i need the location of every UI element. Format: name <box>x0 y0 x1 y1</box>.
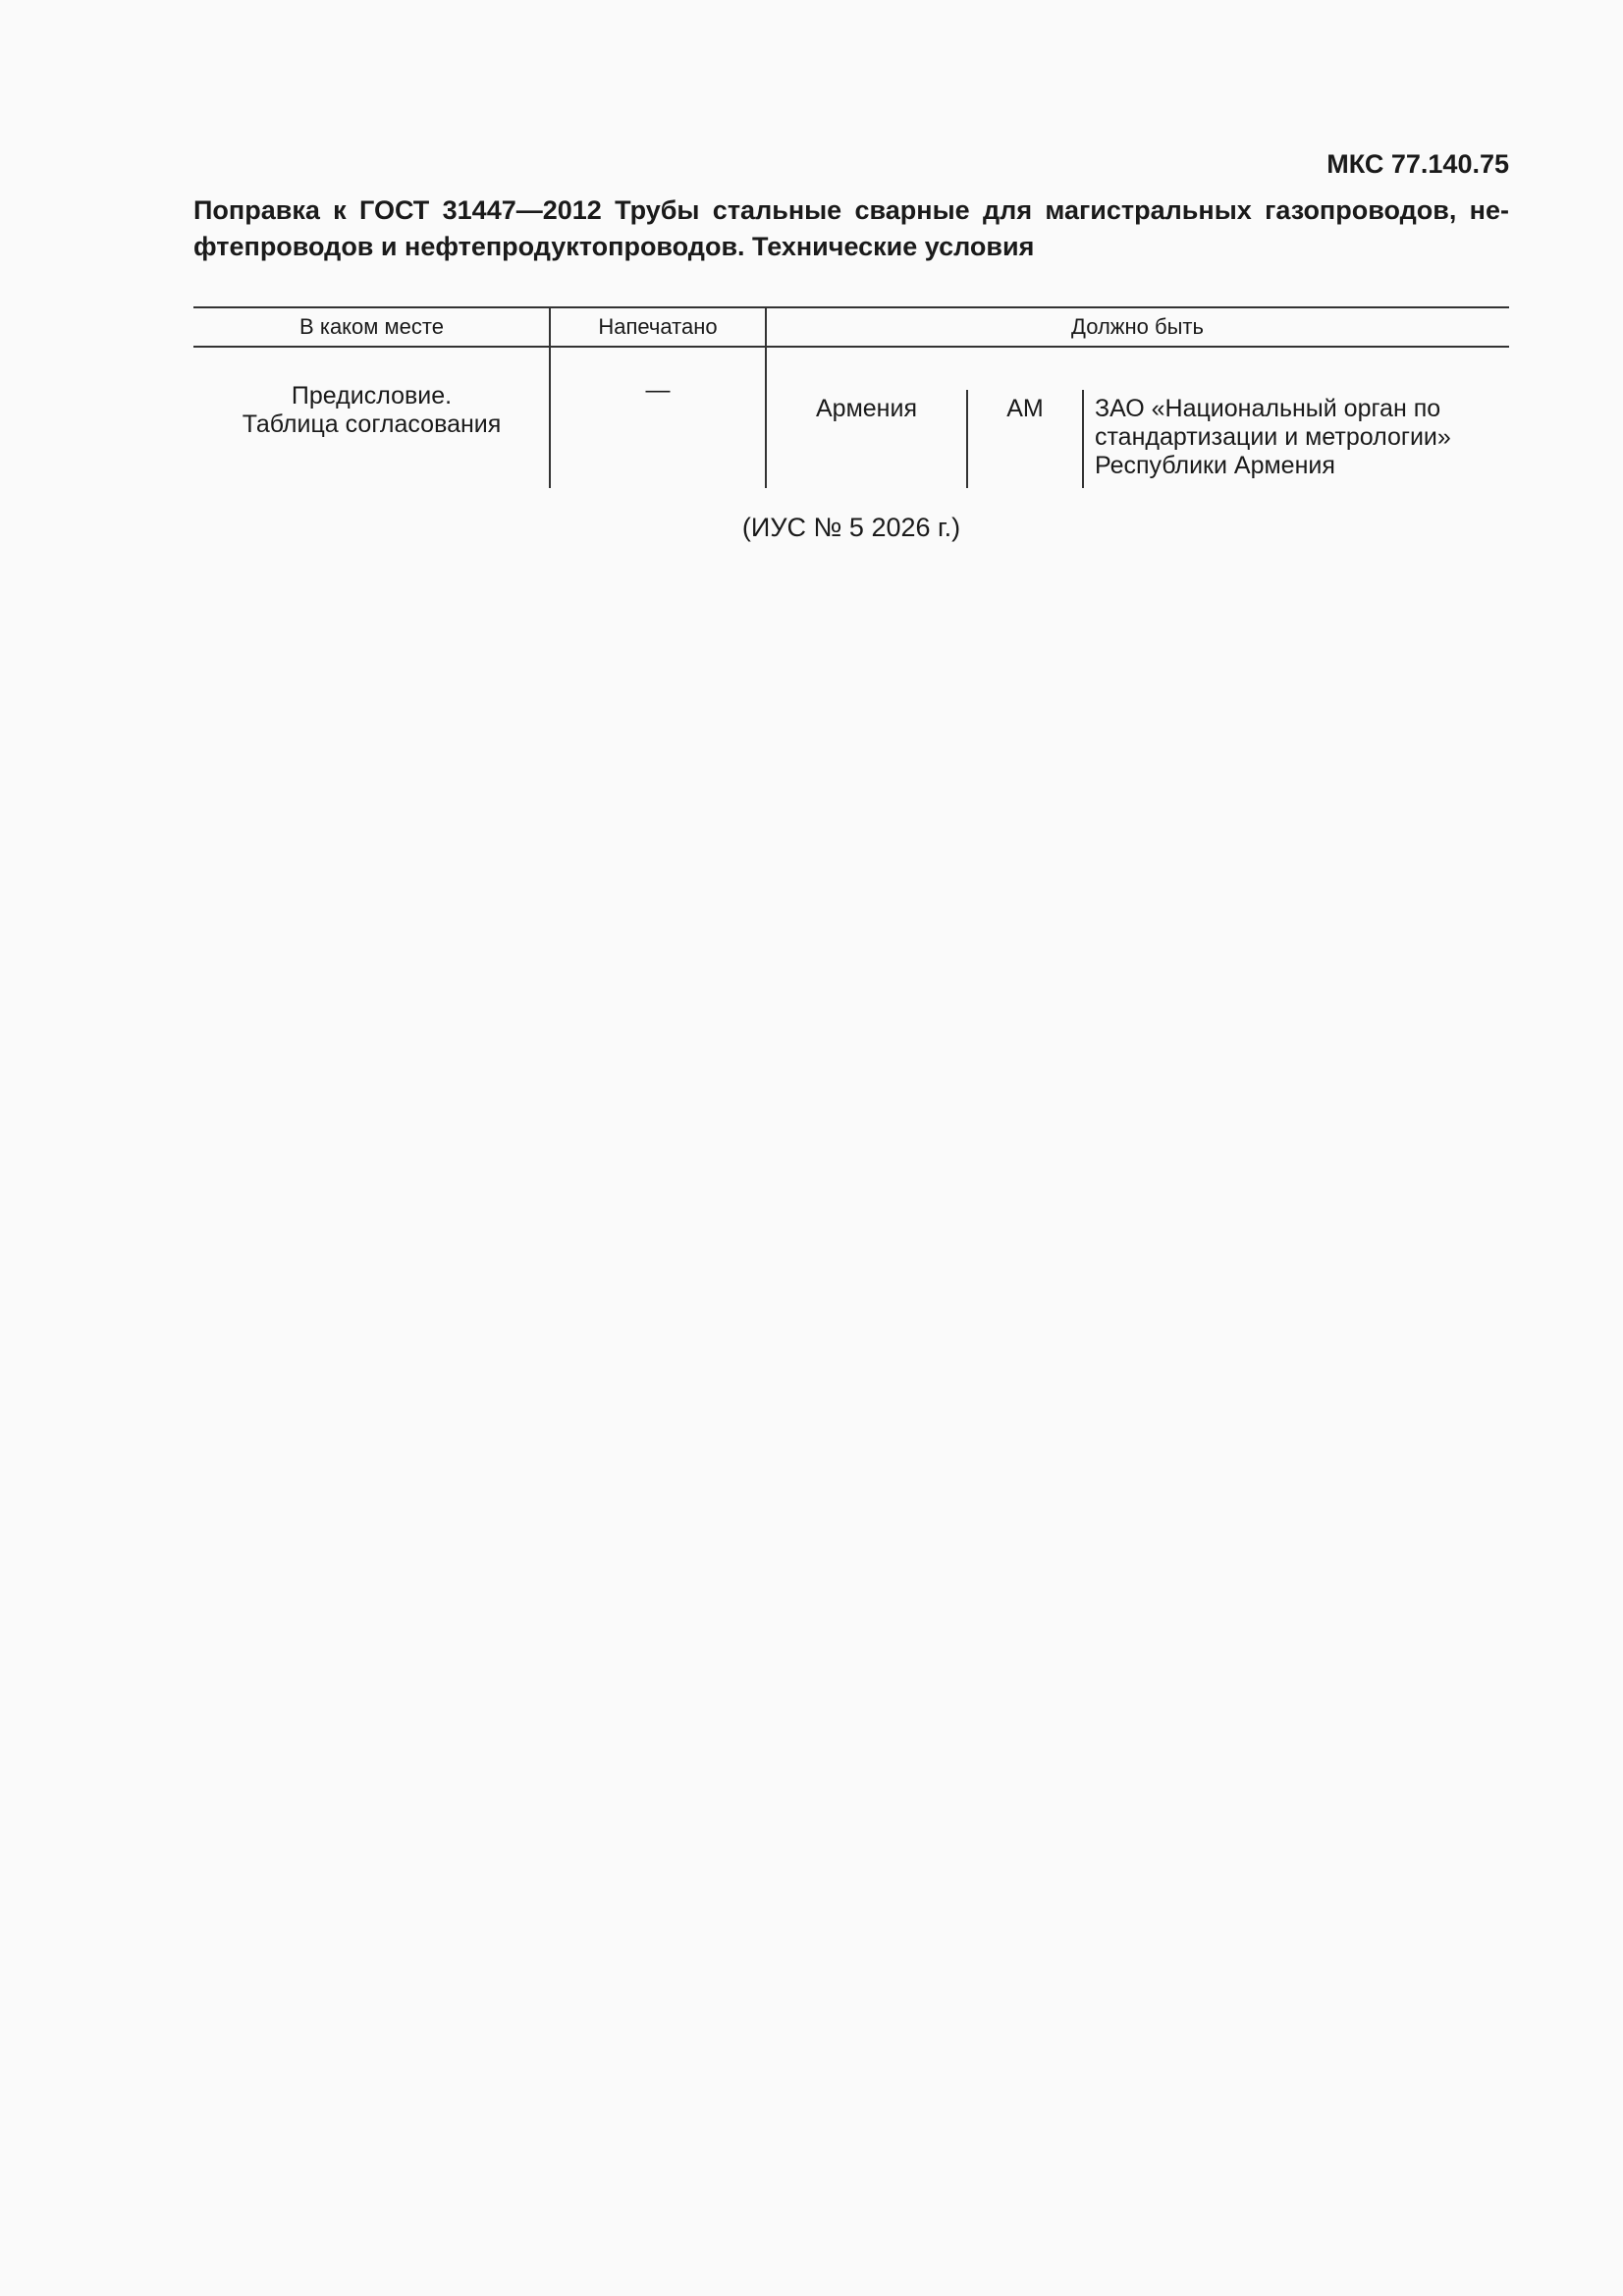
cell-country-code: AM <box>1006 395 1044 422</box>
header-should-be: Должно быть <box>1071 314 1204 339</box>
cell-organization-line2: стандартизации и метрологии» <box>1095 423 1451 451</box>
classification-code: МКС 77.140.75 <box>1326 149 1509 179</box>
cell-country: Армения <box>816 395 917 422</box>
cell-location <box>193 382 550 439</box>
cell-organization <box>1095 395 1497 480</box>
document-title: Поправка к ГОСТ 31447—2012 Трубы стальные сварные для магистральных газопроводов, нефтепроводов и нефтепродуктопроводов. Технические условия <box>193 195 1509 261</box>
correction-table <box>193 306 1509 488</box>
header-rule <box>193 346 1509 348</box>
cell-printed: — <box>645 376 671 404</box>
cell-location-line1: Предисловие. <box>291 382 453 410</box>
header-printed: Напечатано <box>598 314 718 339</box>
cell-location-line2: Таблица согласования <box>242 410 502 438</box>
header-location: В каком месте <box>299 314 444 339</box>
cell-organization-line3: Республики Армения <box>1095 452 1335 479</box>
cell-organization-line1: ЗАО «Национальный орган по <box>1095 395 1441 422</box>
source-note: (ИУС № 5 2026 г.) <box>741 513 961 542</box>
